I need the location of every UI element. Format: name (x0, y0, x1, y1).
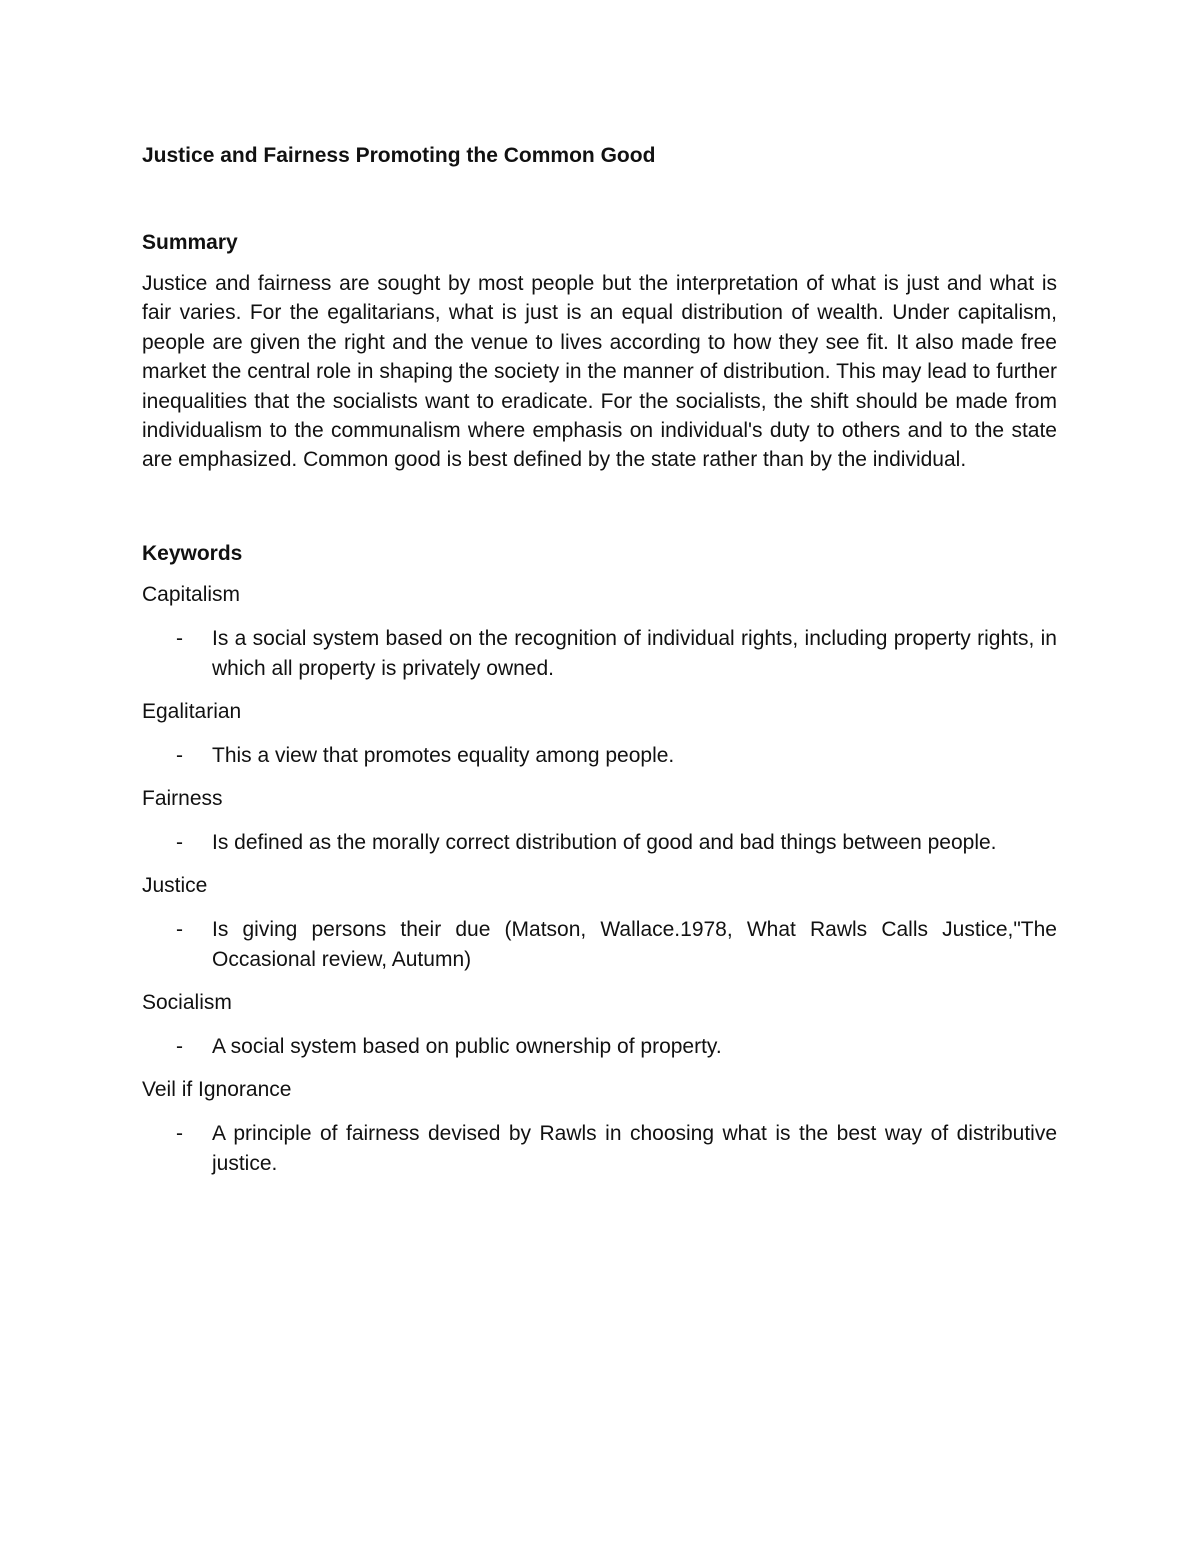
keyword-entry-socialism (142, 988, 1057, 1062)
keyword-definition-row (142, 828, 1057, 858)
keyword-definition: This a view that promotes equality among people. (212, 743, 675, 767)
bullet-dash: - (176, 917, 183, 941)
keyword-definition: Is a social system based on the recognition of individual rights, including property rights, in which all property is privately owned. (212, 626, 1057, 680)
keyword-entry-fairness (142, 784, 1057, 858)
keyword-term: Justice (142, 873, 208, 897)
bullet-dash: - (176, 830, 183, 854)
document-title: Justice and Fairness Promoting the Common Good (142, 144, 656, 167)
keyword-definition-row (142, 624, 1057, 684)
keyword-definition-row (142, 915, 1057, 975)
keywords-heading: Keywords (142, 541, 243, 565)
document-page (142, 138, 1057, 1179)
bullet-dash: - (176, 626, 183, 650)
bullet-dash: - (176, 1034, 183, 1058)
keyword-definition: Is defined as the morally correct distribution of good and bad things between people. (212, 830, 997, 854)
keyword-definition-row (142, 1119, 1057, 1179)
keyword-entry-veil-of-ignorance (142, 1075, 1057, 1179)
keyword-definition: A social system based on public ownership of property. (212, 1034, 722, 1058)
keyword-definition-row (142, 741, 1057, 771)
summary-paragraph: Justice and fairness are sought by most people but the interpretation of what is just and what is fair varies. For the egalitarians, what is just is an equal distribution of wealth. Under capitalism, people are given the right and the venue to lives according to how they see fit. It also made free market the central role in shaping the society in the manner of distribution. This may lead to further inequalities that the socialists want to eradicate. For the socialists, the shift should be made from individualism to the communalism where emphasis on individual's duty to others and to the state are emphasized. Common good is best defined by the state rather than by the individual. (142, 272, 1057, 472)
keyword-term: Egalitarian (142, 699, 242, 723)
keyword-definition-row (142, 1032, 1057, 1062)
keyword-entry-capitalism (142, 580, 1057, 684)
bullet-dash: - (176, 1121, 183, 1145)
keyword-definition: A principle of fairness devised by Rawls in choosing what is the best way of distributive justice. (212, 1121, 1057, 1175)
keyword-definition: Is giving persons their due (Matson, Wallace.1978, What Rawls Calls Justice,"The Occasional review, Autumn) (212, 917, 1057, 971)
keyword-entry-justice (142, 871, 1057, 975)
bullet-dash: - (176, 743, 183, 767)
keyword-term: Capitalism (142, 582, 241, 606)
summary-heading: Summary (142, 231, 238, 254)
keyword-term: Socialism (142, 990, 232, 1014)
keyword-list (142, 580, 1057, 1179)
keyword-term: Veil if Ignorance (142, 1077, 292, 1101)
keyword-term: Fairness (142, 786, 223, 810)
keyword-entry-egalitarian (142, 697, 1057, 771)
